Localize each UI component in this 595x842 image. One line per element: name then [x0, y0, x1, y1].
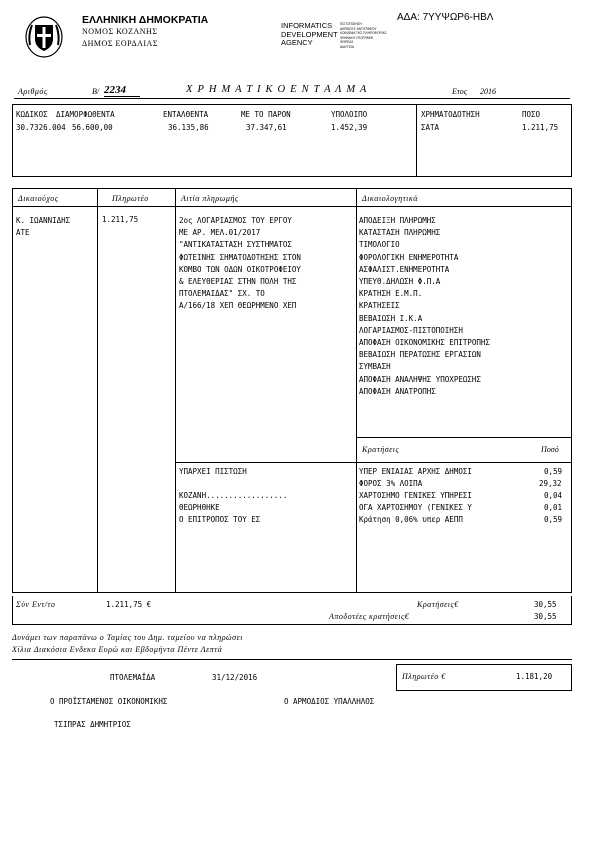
deductions-amount-header: Ποσό: [541, 445, 559, 454]
ida-logo-line: INFORMATICS: [281, 21, 333, 30]
documents-cell: [359, 215, 490, 398]
credit-line: ΘΕΩΡΗΘΗΚΕ: [179, 503, 220, 512]
greek-emblem: [24, 15, 64, 59]
header-payable: Πληρωτέο: [112, 194, 149, 203]
deductions-total-value: 30,55: [534, 600, 557, 609]
budget-header-ordered: ΕΝΤΑΛΘΕΝΤΑ: [163, 110, 209, 119]
budget-header-current: ΜΕ ΤΟ ΠΑΡΟΝ: [241, 110, 291, 119]
reason-line: ΚΟΜΒΟ ΤΩΝ ΟΔΩΝ ΟΙΚΟΤΡΟΦΕΙΟΥ: [179, 264, 301, 274]
reason-line: 2ος ΛΟΓΑΡΙΑΣΜΟΣ ΤΟΥ ΕΡΓΟΥ: [179, 216, 292, 225]
payable-cell: 1.211,75: [102, 215, 139, 224]
document-item: ΑΠΟΦΑΣΗ ΑΝΑΛΗΨΗΣ ΥΠΟΧΡΕΩΣΗΣ: [359, 374, 481, 384]
issue-date: 31/12/2016: [212, 673, 258, 682]
ada-code: ΑΔΑ: 7ΥΥΨΩΡ6-ΗΒΛ: [397, 12, 494, 23]
header-documents: Δικαιολογητικά: [362, 194, 418, 203]
deduction-label: ΦΟΡΟΣ 3% ΛΟΙΠΑ: [359, 479, 423, 488]
budget-amount: 1.211,75: [522, 123, 559, 132]
credit-line: ΥΠΑΡΧΕΙ ΠΙΣΤΩΣΗ: [179, 467, 247, 476]
deduction-amount: 0,59: [544, 467, 563, 476]
budget-balance: 1.452,39: [331, 123, 368, 132]
beneficiary-company: ΑΤΕ: [16, 228, 30, 238]
reason-line: ΜΕ ΑΡ. ΜΕΛ.01/2017: [179, 228, 261, 238]
deductions-total-label: Κρατήσεις€: [417, 600, 459, 609]
document-item: ΑΠΟΦΑΣΗ ΟΙΚΟΝΟΜΙΚΗΣ ΕΠΙΤΡΟΠΗΣ: [359, 338, 490, 348]
document-item: ΑΠΟΦΑΣΗ ΑΝΑΤΡΟΠΗΣ: [359, 386, 436, 396]
deduction-label: ΧΑΡΤΟΣΗΜΟ ΓΕΝΙΚΕΣ ΥΠΗΡΕΣΙ: [359, 491, 472, 500]
budget-header-balance: ΥΠΟΛΟΙΠΟ: [331, 110, 368, 119]
deduction-label: ΟΓΑ ΧΑΡΤΟΣΗΜΟΥ (ΓΕΝΙΚΕΣ Υ: [359, 503, 472, 512]
credit-line: ΚΟΖΑΝΗ..................: [179, 491, 288, 500]
deduction-label: Κράτηση 0,06% υπερ ΑΕΠΠ: [359, 515, 463, 524]
ida-small-line: ΔΙΑΥΓΕΙΑ: [340, 44, 354, 49]
sum-value: 1.211,75 €: [106, 600, 152, 609]
amount-in-words: Χίλια Διακόσια Ενδεκα Ευρώ και Εβδομήντα Πέντε Λεπτά: [12, 645, 223, 654]
ida-logo-line: DEVELOPMENT: [281, 29, 338, 39]
document-item: ΒΕΒΑΙΩΣΗ ΠΕΡΑΤΩΣΗΣ ΕΡΓΑΣΙΩΝ: [359, 350, 481, 360]
ida-small-line: ΦΟΡΕΑΣ: [340, 40, 354, 45]
budget-formed: 56.600,00: [72, 123, 113, 132]
document-item: ΥΠΕΥΘ.ΔΗΛΩΣΗ Φ.Π.Α: [359, 277, 441, 287]
republic-title: ΕΛΛΗΝΙΚΗ ΔΗΜΟΚΡΑΤΙΑ: [82, 14, 209, 26]
reason-line: Α/166/18 ΧΕΠ ΘΕΩΡΗΜΕΝΟ ΧΕΠ: [179, 301, 297, 311]
municipality-label: ΔΗΜΟΣ ΕΟΡΔΑΙΑΣ: [82, 39, 158, 48]
returned-deductions-value: 30,55: [534, 612, 557, 621]
document-item: ΚΡΑΤΗΣΕΙΣ: [359, 301, 400, 311]
head-of-finance-title: Ο ΠΡΟΪΣΤΑΜΕΝΟΣ ΟΙΚΟΝΟΜΙΚΗΣ: [50, 697, 168, 706]
number-label: Αριθμός: [18, 87, 48, 96]
ida-logo-line: AGENCY: [281, 38, 313, 47]
document-item: ΣΥΜΒΑΣΗ: [359, 362, 391, 372]
voucher-number: 2234: [104, 84, 140, 97]
document-item: ΤΙΜΟΛΟΓΙΟ: [359, 240, 400, 250]
place-label: ΠΤΟΛΕΜΑΪΔΑ: [110, 673, 156, 682]
document-item: ΚΡΑΤΗΣΗ Ε.Μ.Π.: [359, 289, 423, 299]
beneficiary-cell: [16, 215, 70, 239]
ida-logo: [281, 22, 338, 48]
document-item: ΒΕΒΑΙΩΣΗ Ι.Κ.Α: [359, 313, 423, 323]
voucher-title: Χ Ρ Η Μ Α Τ Ι Κ Ο Ε Ν Τ Α Λ Μ Α: [186, 84, 368, 95]
beneficiary-name: Κ. ΙΩΑΝΝΙΔΗΣ: [16, 216, 71, 225]
sum-label: Σύν Εντ/το: [16, 600, 56, 609]
ida-small-line: ΨΗΦΙΑΚΗ ΥΠΟΓΡΑΦΗ: [340, 35, 374, 40]
budget-header-amount: ΠΟΣΟ: [522, 110, 541, 119]
deduction-amount: 0,01: [544, 503, 563, 512]
deduction-label: ΥΠΕΡ ΕΝΙΑΙΑΣ ΑΡΧΗΣ ΔΗΜΟΣΙ: [359, 467, 472, 476]
document-item: ΚΑΤΑΣΤΑΣΗ ΠΛΗΡΩΜΗΣ: [359, 228, 441, 238]
reason-line: ΠΤΟΛΕΜΑΙΔΑΣ" ΣΧ. ΤΟ: [179, 289, 265, 299]
returned-deductions-label: Αποδοτέες κρατήσεις€: [329, 612, 410, 621]
budget-current: 37.347,61: [246, 123, 287, 132]
document-item: ΑΣΦΑΛΙΣΤ.ΕΝΗΜΕΡΟΤΗΤΑ: [359, 264, 450, 274]
reason-line: ΦΩΤΕΙΝΗΣ ΣΗΜΑΤΟΔΟΤΗΣΗΣ ΣΤΟΝ: [179, 252, 301, 262]
deduction-amount: 0,04: [544, 491, 563, 500]
reason-line: "ΑΝΤΙΚΑΤΑΣΤΑΣΗ ΣΥΣΤΗΜΑΤΟΣ: [179, 240, 292, 250]
header-reason: Αιτία πληρωμής: [181, 194, 239, 203]
prefecture-label: ΝΟΜΟΣ ΚΟΖΑΝΗΣ: [82, 27, 158, 36]
credit-line: Ο ΕΠΙΤΡΟΠΟΣ ΤΟΥ ΕΣ: [179, 515, 261, 524]
payable-total-value: 1.181,20: [516, 672, 553, 681]
budget-ordered: 36.135,86: [168, 123, 209, 132]
document-item: ΑΠΟΔΕΙΞΗ ΠΛΗΡΩΜΗΣ: [359, 216, 436, 225]
deduction-amount: 0,59: [544, 515, 563, 524]
budget-code: 30.7326.004: [16, 123, 66, 132]
year-value: 2016: [480, 87, 496, 96]
responsible-official-title: Ο ΑΡΜΟΔΙΟΣ ΥΠΑΛΛΗΛΟΣ: [284, 697, 375, 706]
reason-cell: [179, 215, 301, 313]
deduction-amount: 29,32: [539, 479, 562, 488]
ida-small-line: ΑΚΡΙΒΟΥΣ ΑΝΤΙΓΡΑΦΟΥ: [340, 26, 377, 31]
ida-small-text: [340, 22, 387, 50]
reason-line: & ΕΛΕΥΘΕΡΙΑΣ ΣΤΗΝ ΠΟΛΗ ΤΗΣ: [179, 277, 297, 287]
budget-funding: ΣΑΤΑ: [421, 123, 440, 132]
document-item: ΛΟΓΑΡΙΑΣΜΟΣ-ΠΙΣΤΟΠΟΙΗΣΗ: [359, 325, 463, 335]
budget-header-code: ΚΩΔΙΚΟΣ: [16, 110, 48, 119]
series-label: Β/: [92, 87, 100, 96]
payable-total-label: Πληρωτέο €: [402, 672, 446, 681]
authorization-text: Δυνάμει των παραπάνω ο Ταμίας του Δημ. ταμείου να πληρώσει: [12, 633, 243, 642]
ida-small-line: ΚΟΙΝΩΝΙΑ ΤΗΣ ΠΛΗΡΟΦΟΡΙΑΣ: [340, 31, 387, 36]
year-label: Ετος: [452, 87, 467, 96]
budget-header-formed: ΔΙΑΜΟΡΦΩΘΕΝΤΑ: [56, 110, 115, 119]
ida-small-line: ΠΙΣΤΟΠΟΙΗΣΗ: [340, 22, 362, 26]
budget-header-funding: ΧΡΗΜΑΤΟΔΟΤΗΣΗ: [421, 110, 480, 119]
document-item: ΦΟΡΟΛΟΓΙΚΗ ΕΝΗΜΕΡΟΤΗΤΑ: [359, 252, 459, 262]
deductions-header: Κρατήσεις: [362, 445, 400, 454]
signatory-name: ΤΣΙΠΡΑΣ ΔΗΜΗΤΡΙΟΣ: [54, 720, 131, 729]
header-beneficiary: Δικαιούχος: [18, 194, 59, 203]
